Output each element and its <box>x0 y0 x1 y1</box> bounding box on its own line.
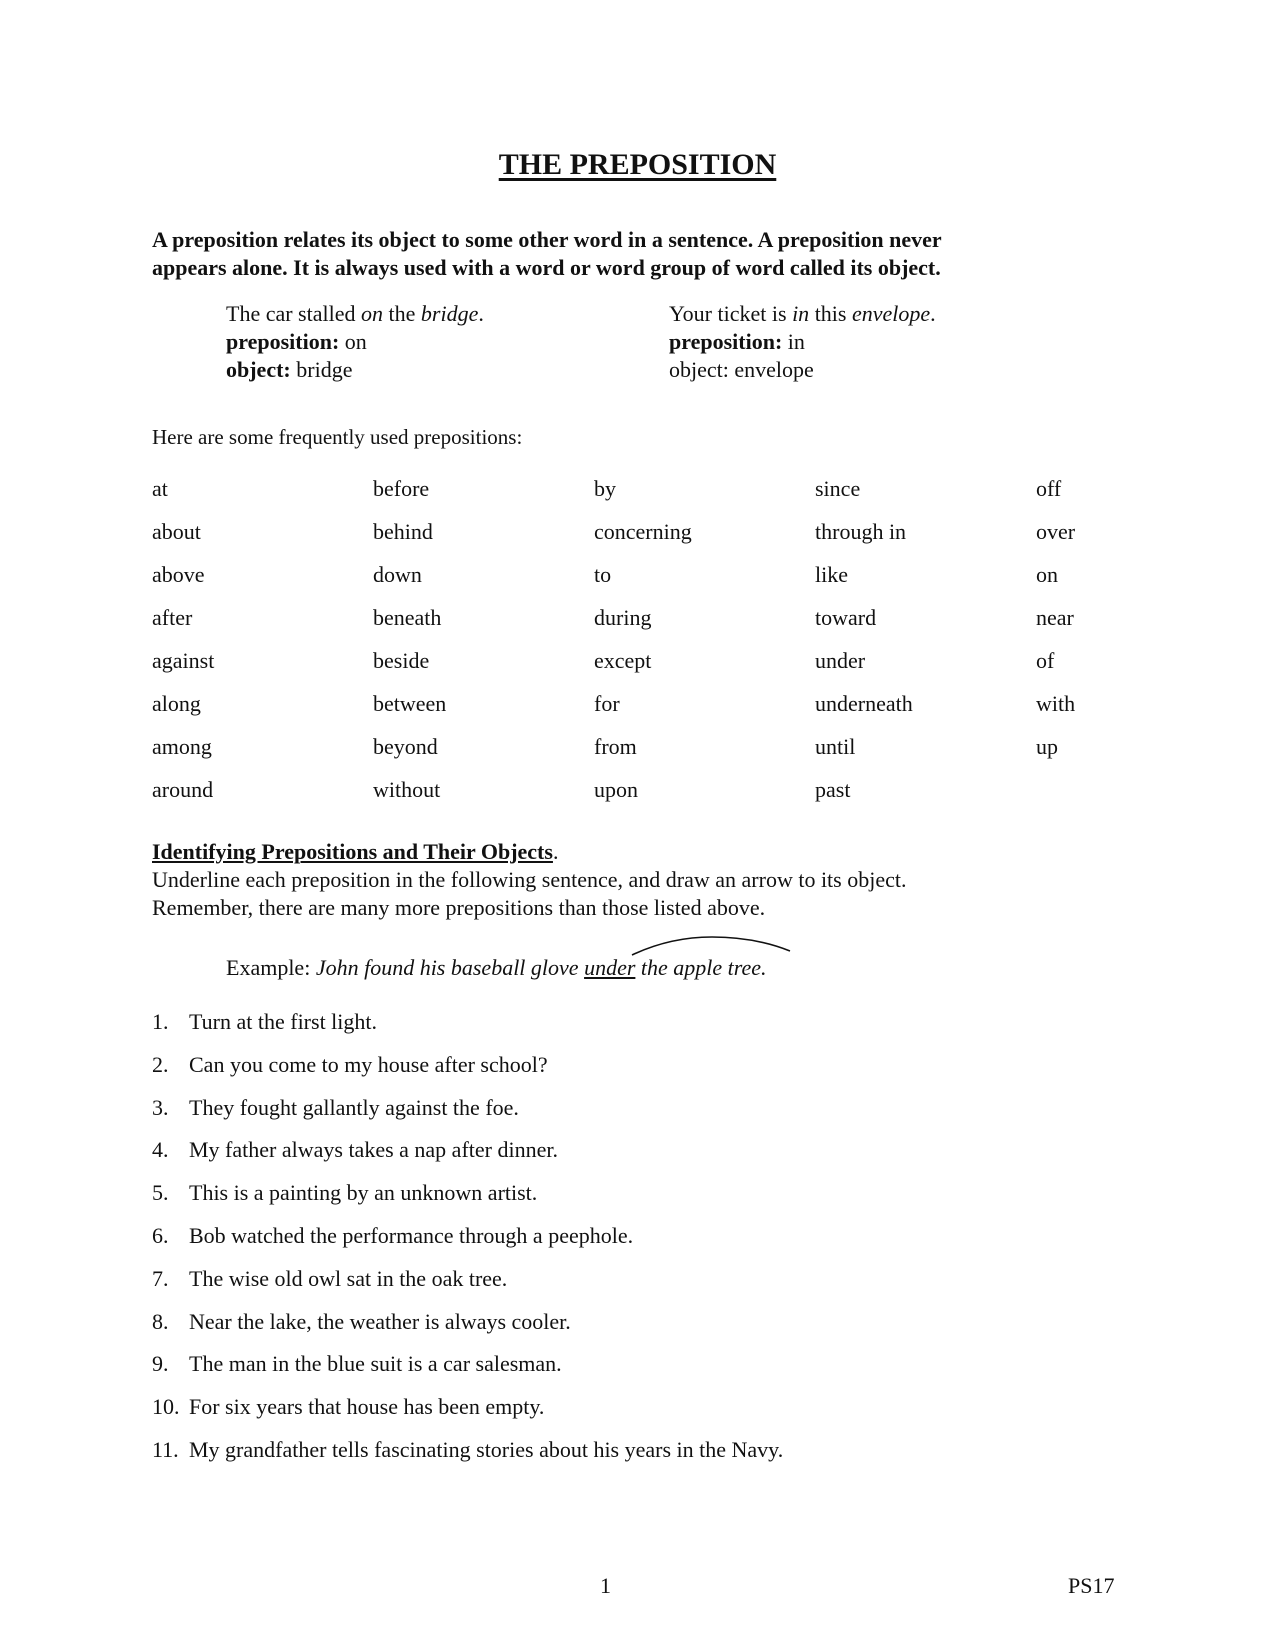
preposition-word: from <box>594 734 637 759</box>
preposition-word: underneath <box>815 691 913 716</box>
preposition-word: beside <box>373 648 430 673</box>
example-preposition: preposition: on <box>226 329 367 354</box>
exercise-number: 8. <box>152 1308 169 1334</box>
preposition-word: between <box>373 691 447 716</box>
preposition-word: with <box>1036 691 1076 716</box>
exercise-number: 6. <box>152 1222 169 1248</box>
exercise-item <box>152 1438 783 1481</box>
example-sentence: Your ticket is in this envelope. <box>669 301 936 326</box>
section-heading: Identifying Prepositions and Their Objects. <box>152 839 559 864</box>
preposition-word: over <box>1036 519 1076 544</box>
intro-line: appears alone. It is always used with a word or word group of word called its object. <box>152 255 941 280</box>
exercise-item <box>152 1053 783 1096</box>
page-title: THE PREPOSITION <box>498 148 777 181</box>
exercise-number: 4. <box>152 1137 169 1163</box>
exercise-number: 11. <box>152 1436 179 1462</box>
preposition-column <box>594 477 692 821</box>
preposition-column <box>815 477 913 821</box>
preposition-word: among <box>152 734 212 759</box>
preposition-word: around <box>152 777 214 802</box>
frequent-label: Here are some frequently used prepositions: <box>152 425 523 449</box>
exercise-sentence: My grandfather tells fascinating stories about his years in the Navy. <box>189 1436 784 1462</box>
preposition-column <box>1036 477 1075 778</box>
preposition-word: during <box>594 605 652 630</box>
instruction-line: Remember, there are many more prepositions than those listed above. <box>152 895 766 920</box>
preposition-word: under <box>815 648 866 673</box>
example-object: object: envelope <box>669 357 814 382</box>
preposition-word: without <box>373 777 441 802</box>
intro-paragraph <box>152 226 942 282</box>
preposition-word: like <box>815 562 848 587</box>
exercise-sentence: This is a painting by an unknown artist. <box>189 1180 538 1206</box>
preposition-word: about <box>152 519 201 544</box>
preposition-word: except <box>594 648 652 673</box>
example-object: object: bridge <box>226 357 353 382</box>
preposition-word: upon <box>594 777 638 802</box>
preposition-word: past <box>815 777 851 802</box>
underlined-preposition: under <box>584 955 636 980</box>
preposition-word: toward <box>815 605 877 630</box>
example-left <box>226 300 484 384</box>
exercise-item <box>152 1352 783 1395</box>
exercise-number: 5. <box>152 1180 169 1206</box>
preposition-word: beyond <box>373 734 438 759</box>
preposition-word: against <box>152 648 215 673</box>
exercise-number: 7. <box>152 1265 169 1291</box>
preposition-word: at <box>152 476 168 501</box>
exercise-sentence: The wise old owl sat in the oak tree. <box>189 1265 508 1291</box>
exercise-number: 2. <box>152 1051 169 1077</box>
preposition-word: to <box>594 562 612 587</box>
preposition-word: until <box>815 734 856 759</box>
exercise-sentence: The man in the blue suit is a car salesman. <box>189 1351 562 1377</box>
example-sentence: The car stalled on the bridge. <box>226 301 484 326</box>
preposition-word: near <box>1036 605 1074 630</box>
preposition-word: by <box>594 476 616 501</box>
preposition-word: of <box>1036 648 1055 673</box>
preposition-word: for <box>594 691 620 716</box>
preposition-word: before <box>373 476 430 501</box>
exercise-item <box>152 1224 783 1267</box>
exercise-number: 9. <box>152 1351 169 1377</box>
preposition-column <box>152 477 214 821</box>
exercise-item <box>152 1310 783 1353</box>
exercise-sentence: Near the lake, the weather is always cooler. <box>189 1308 571 1334</box>
exercise-sentence: Can you come to my house after school? <box>189 1051 548 1077</box>
exercise-sentence: Turn at the first light. <box>189 1009 378 1034</box>
preposition-word: after <box>152 605 193 630</box>
exercise-sentence: They fought gallantly against the foe. <box>189 1094 519 1120</box>
intro-line: A preposition relates its object to some other word in a sentence. A preposition never <box>152 227 942 252</box>
section-instructions <box>152 866 907 922</box>
exercise-number: 3. <box>152 1094 169 1120</box>
preposition-word: through in <box>815 519 907 544</box>
exercise-sentence: Bob watched the performance through a peephole. <box>189 1222 634 1248</box>
example-preposition: preposition: in <box>669 329 805 354</box>
instruction-line: Underline each preposition in the following sentence, and draw an arrow to its object. <box>152 867 907 892</box>
exercise-item <box>152 1138 783 1181</box>
exercise-number: 1. <box>152 1009 169 1034</box>
preposition-word: beneath <box>373 605 442 630</box>
preposition-word: off <box>1036 476 1062 501</box>
exercise-sentence: My father always takes a nap after dinner. <box>189 1137 558 1163</box>
preposition-word: along <box>152 691 201 716</box>
preposition-column <box>373 477 446 821</box>
page-number: 1 <box>600 1573 611 1598</box>
preposition-word: behind <box>373 519 433 544</box>
exercise-item <box>152 1267 783 1310</box>
preposition-word: since <box>815 476 861 501</box>
exercise-item <box>152 1395 783 1438</box>
preposition-word: concerning <box>594 519 692 544</box>
exercise-item <box>152 1181 783 1224</box>
worked-example: Example: John found his baseball glove under the apple tree. <box>226 955 767 980</box>
exercise-number: 10. <box>152 1394 180 1420</box>
preposition-word: above <box>152 562 205 587</box>
preposition-word: down <box>373 562 422 587</box>
exercise-list <box>152 1010 783 1481</box>
exercise-sentence: For six years that house has been empty. <box>189 1394 545 1420</box>
preposition-word: up <box>1036 734 1058 759</box>
document-code: PS17 <box>1068 1573 1115 1598</box>
preposition-word: on <box>1036 562 1058 587</box>
exercise-item <box>152 1096 783 1139</box>
example-right <box>669 300 936 384</box>
exercise-item <box>152 1010 783 1053</box>
